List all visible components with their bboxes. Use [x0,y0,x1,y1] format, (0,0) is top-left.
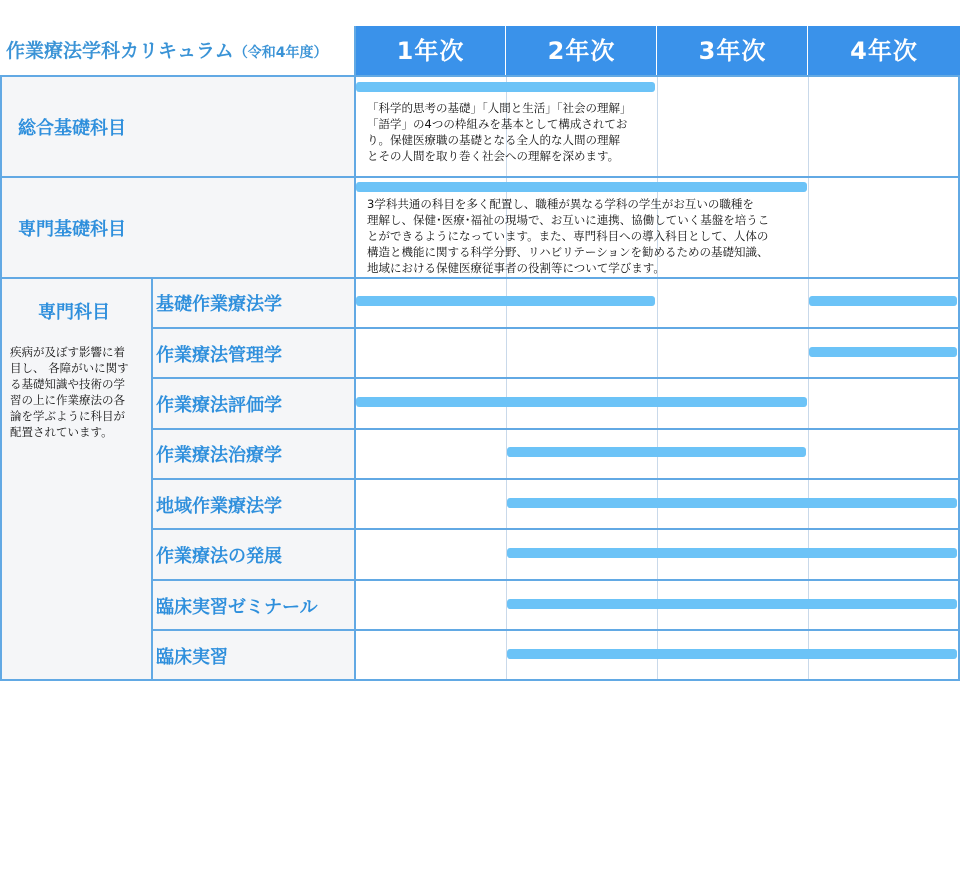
header-divider [656,26,657,76]
bar-subject-2 [809,347,957,357]
grid-line [0,679,960,681]
title-sub: （令和4年度） [233,45,328,61]
bar-subject-8 [507,649,957,659]
grid-line [152,327,960,329]
year-header-4: 4年次 [808,26,960,76]
bar-subject-1-b [809,296,957,306]
subject-label: 地域作業療法学 [156,496,282,517]
grid-line [0,75,960,77]
year-header-1: 1年次 [355,26,506,76]
subject-label: 基礎作業療法学 [156,294,282,315]
specialized-category-label: 専門科目 [38,302,110,323]
grid-line [0,75,2,681]
subject-label: 臨床実習ゼミナール [156,597,318,618]
general-description: 「科学的思考の基礎」「人間と生活」「社会の理解」 「語学」の4つの枠組みを基本として構成されてお り。保健医療職の基礎となる全人的な人間の理解 とその人間を取り巻く社会への理解を深めます。 [367,101,632,163]
subject-label: 作業療法評価学 [156,395,282,416]
specialized-label-cell [0,278,152,680]
year-header-2: 2年次 [506,26,657,76]
grid-line [354,26,356,681]
bar-subject-3 [356,397,807,407]
bar-subject-6 [507,548,957,558]
title-main: 作業療法学科カリキュラム [6,40,234,62]
specialized-basic-category-label: 専門基礎科目 [18,219,126,240]
subject-label: 臨床実習 [156,647,228,668]
page-title [6,26,328,76]
bar-subject-5 [507,498,957,508]
year-header-3: 3年次 [657,26,808,76]
header-divider [807,26,808,76]
subject-label: 作業療法の発展 [156,546,282,567]
general-category-label: 総合基礎科目 [18,118,126,139]
grid-line [152,528,960,530]
grid-line [0,176,960,178]
specialized-basic-description: 3学科共通の科目を多く配置し、職種が異なる学科の学生がお互いの職種を 理解し、保健･医療･福祉の現場で、お互いに連携、協働していく基盤を培うこ とができるようになっています。また、専門科目への導入科目として、人体の 構造と機能に関する科学分野、リハビリテーションを勧めるための基礎知識、 地域における保健医療従事者の役割等について学びます。 [367,197,770,275]
grid-line [152,629,960,631]
bar-general [356,82,655,92]
bar-specialized-basic [356,182,807,192]
grid-line [0,277,960,279]
subject-label: 作業療法管理学 [156,345,282,366]
bar-subject-4 [507,447,806,457]
grid-line [152,377,960,379]
bar-subject-1-a [356,296,655,306]
grid-line [152,478,960,480]
grid-line [152,579,960,581]
grid-line [152,428,960,430]
subject-label: 作業療法治療学 [156,445,282,466]
bar-subject-7 [507,599,957,609]
header-divider [505,26,506,76]
specialized-description: 疾病が及ぼす影響に着 目し、 各障がいに関す る基礎知識や技術の学 習の上に作業療法の各 論を学ぶように科目が 配置されています。 [10,345,129,439]
grid-line [151,277,153,681]
